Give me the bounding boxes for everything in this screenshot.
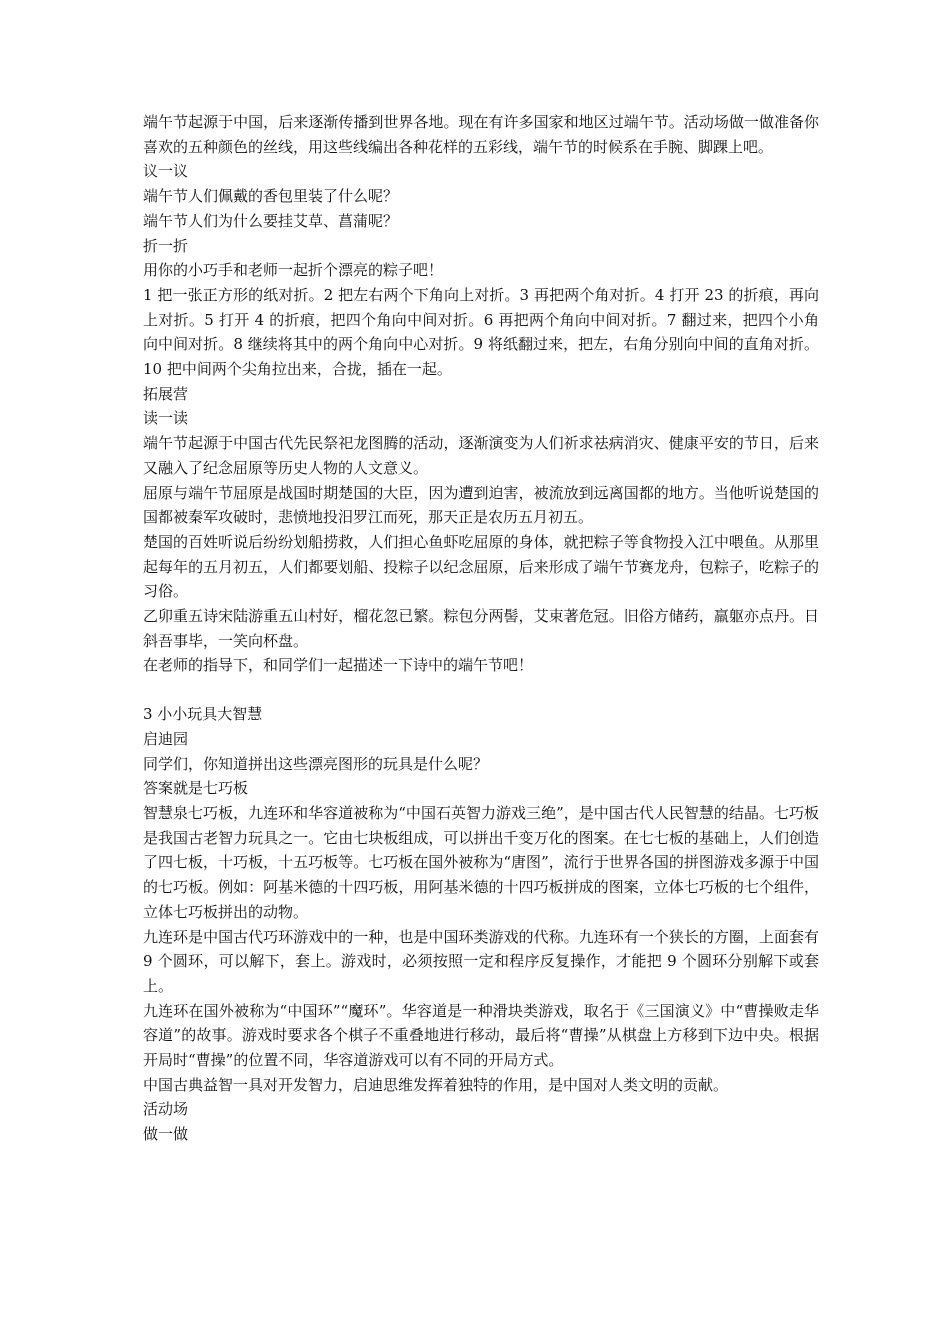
paragraph-contribution: 中国古典益智一具对开发智力，启迪思维发挥着独特的作用，是中国对人类文明的贡献。 (143, 1075, 729, 1094)
paragraph-intro: 端午节起源于中国，后来逐渐传播到世界各地。现在有许多国家和地区过端午节。活动场做一做准备你喜欢的五种颜色的丝线，用这些线编出各种花样的五彩线，端午节的时候系在手腕、脚踝上吧。 (143, 113, 819, 156)
heading-tuo-zhan-ying: 拓展营 (143, 384, 189, 403)
paragraph-fold-intro: 用你的小巧手和老师一起折个漂亮的粽子吧！ (143, 261, 444, 280)
paragraph-nine-rings: 九连环是中国古代巧环游戏中的一种，也是中国环类游戏的代称。九连环有一个狭长的方圈，上面套有 9 个圆环，可以解下，套上。游戏时，必须按照一定和程序反复操作，才能把 9 个圆环分别解下或套上。 (143, 927, 819, 995)
heading-qi-di-yuan: 启迪园 (143, 729, 189, 748)
paragraph-qu-yuan: 屈原与端午节屈原是战国时期楚国的大臣，因为遭到迫害，被流放到远离国都的地方。当他听说楚国的国都被秦军攻破时，悲愤地投汨罗江而死，那天正是农历五月初五。 (143, 483, 819, 527)
paragraph-poem: 乙卯重五诗宋陆游重五山村好，榴花忽已繁。粽包分两髻，艾束著危冠。旧俗方储药，羸躯亦点丹。日斜吾事毕，一笑向杯盘。 (143, 607, 819, 650)
paragraph-fold-steps: 1 把一张正方形的纸对折。2 把左右两个下角向上对折。3 再把两个角对折。4 打开 23 的折痕，再向上对折。5 打开 4 的折痕，把四个角向中间对折。6 再把两个角向中间对折。7 翻过来，把四个小角向中间对折。8 继续将其中的两个角向中心对折。9 将纸翻过来，把左，右角分别向中间的直角对折。10 把中间两个尖角拉出来，合拢，插在一起。 (143, 285, 819, 379)
paragraph-answer: 答案就是七巧板 (143, 779, 249, 798)
document-body (143, 110, 819, 1147)
paragraph-question-mugwort: 端午节人们为什么要挂艾草、菖蒲呢？ (143, 211, 399, 230)
section-title: 3 小小玩具大智慧 (143, 705, 263, 724)
paragraph-huarong: 九连环在国外被称为“中国环”“魔环”。华容道是一种滑块类游戏，取名于《三国演义》中“曹操败走华容道”的故事。游戏时要求各个棋子不重叠地进行移动，最后将“曹操”从棋盘上方移到下边中央。根据开局时“曹操”的位置不同，华容道游戏可以有不同的开局方式。 (143, 1001, 819, 1070)
heading-zuo-yi-zuo: 做一做 (143, 1125, 189, 1144)
paragraph-custom: 楚国的百姓听说后纷纷划船捞救，人们担心鱼虾吃屈原的身体，就把粽子等食物投入江中喂鱼。从那里起每年的五月初五，人们都要划船、投粽子以纪念屈原，后来形成了端午节赛龙舟，包粽子，吃粽子的习俗。 (143, 532, 819, 601)
heading-huo-dong-chang: 活动场 (143, 1100, 189, 1119)
paragraph-toy-question: 同学们，你知道拼出这些漂亮图形的玩具是什么呢？ (143, 754, 489, 773)
paragraph-question-sachet: 端午节人们佩戴的香包里装了什么呢？ (143, 187, 399, 206)
heading-zhe-yi-zhe: 折一折 (143, 236, 189, 255)
paragraph-origin: 端午节起源于中国古代先民祭祀龙图腾的活动，逐渐演变为人们祈求祛病消灾、健康平安的节日，后来又融入了纪念屈原等历史人物的人文意义。 (143, 434, 819, 477)
heading-yi-yi-yi: 议一议 (143, 162, 189, 181)
paragraph-poem-task: 在老师的指导下，和同学们一起描述一下诗中的端午节吧！ (143, 656, 534, 675)
paragraph-tangram: 智慧泉七巧板，九连环和华容道被称为“中国石英智力游戏三绝”，是中国古代人民智慧的结晶。七巧板是我国古老智力玩具之一。它由七块板组成，可以拼出千变万化的图案。在七七板的基础上，人们创造了四七板，十巧板，十五巧板等。七巧板在国外被称为“唐图”，流行于世界各国的拼图游戏多源于中国的七巧板。例如：阿基米德的十四巧板，用阿基米德的十四巧板拼成的图案，立体七巧板的七个组件，立体七巧板拼出的动物。 (143, 803, 819, 921)
heading-du-yi-du: 读一读 (143, 409, 189, 428)
